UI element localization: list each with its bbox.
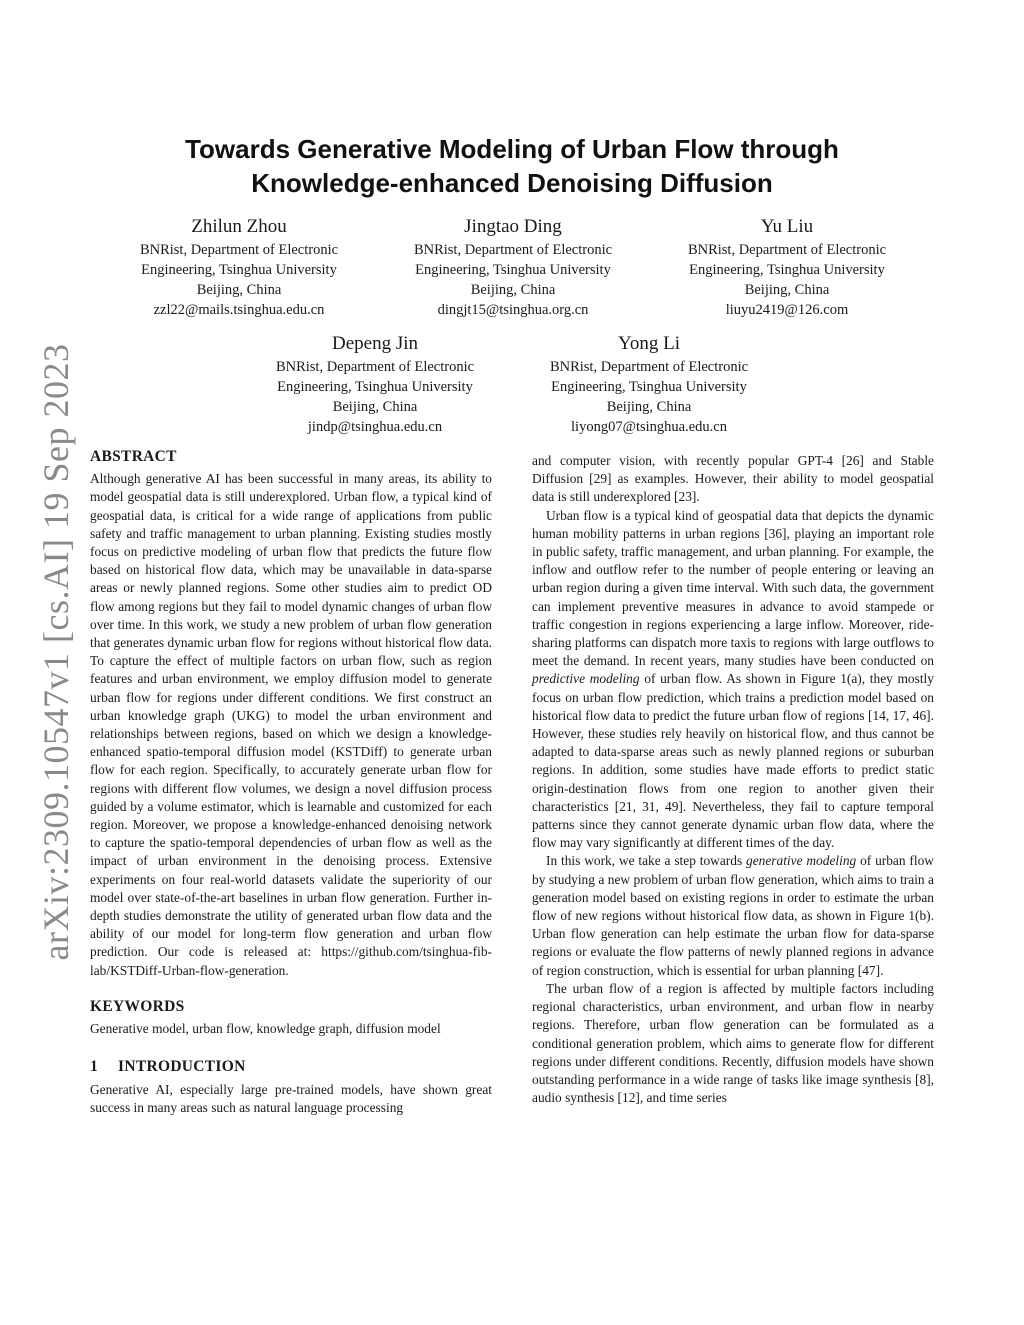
intro-paragraph: Generative AI, especially large pre-trained models, have shown great success in many areas such as natural language processing xyxy=(90,1081,492,1115)
paragraph-text: of urban flow by studying a new problem of urban flow generation, which aims to train a generation model based on existing regions in order to estimate the urban flow of new regions without historical flow data, as shown in Figure 1(b). Urban flow generation can help estimate the urban flow for data-sparse regions or evaluate the flow patterns of newly planned regions in advance of region construction, which is essential for urban planning [47]. xyxy=(532,853,934,978)
author-affiliation: Engineering, Tsinghua University xyxy=(551,379,747,395)
author-block xyxy=(114,214,364,320)
title-line-2: Knowledge-enhanced Denoising Diffusion xyxy=(251,168,773,198)
section-title: INTRODUCTION xyxy=(118,1058,246,1076)
author-location: Beijing, China xyxy=(196,282,282,298)
author-affiliation: BNRist, Department of Electronic xyxy=(413,242,613,258)
author-name: Depeng Jin xyxy=(331,333,418,354)
paragraph-text: Urban flow is a typical kind of geospatial data that depicts the dynamic human mobility patterns in urban regions [36], playing an important role in public safety, traffic management, and urban planning. For example, the inflow and outflow refer to the number of people entering or leaving an urban region during a given time interval. With such data, the government can implement preventive measures in advance to avoid stampede or traffic congestion in regions experiencing a large inflow. Moreover, ride-sharing platforms can dispatch more taxis to regions with large outflows to meet the demand. In recent years, many studies have been conducted on xyxy=(532,507,934,669)
paragraph-text: of urban flow. As shown in Figure 1(a), they mostly focus on urban flow prediction, which trains a prediction model based on historical flow data to predict the future urban flow of regions [14, 17, 46]. However, these studies rely heavily on historical flow, and thus cannot be adapted to data-sparse areas such as newly planned regions or suburban regions. In addition, some studies have made efforts to predict static origin-destination flows from one region to another given their characteristics [21, 31, 49]. Nevertheless, they fail to capture temporal patterns since they cannot generate dynamic urban flow data, where the flow may vary significantly at different times of the day. xyxy=(532,671,934,851)
title-line-1: Towards Generative Modeling of Urban Flow through xyxy=(185,134,839,164)
author-block xyxy=(524,331,774,437)
left-column xyxy=(90,448,492,1117)
author-affiliation: Engineering, Tsinghua University xyxy=(415,262,611,278)
keywords-heading: KEYWORDS xyxy=(90,997,185,1015)
author-affiliation: BNRist, Department of Electronic xyxy=(549,359,749,375)
author-email: liuyu2419@126.com xyxy=(725,302,849,318)
author-email: jindp@tsinghua.edu.cn xyxy=(307,419,443,435)
author-affiliation: BNRist, Department of Electronic xyxy=(687,242,887,258)
author-email: liyong07@tsinghua.edu.cn xyxy=(571,419,727,435)
paper-title xyxy=(110,132,914,200)
author-name: Jingtao Ding xyxy=(464,216,562,237)
introduction-heading xyxy=(90,1058,492,1076)
author-email: zzl22@mails.tsinghua.edu.cn xyxy=(153,302,325,318)
paragraph-text: In this work, we take a step towards xyxy=(546,853,743,869)
author-location: Beijing, China xyxy=(470,282,556,298)
emphasis-text: generative modeling xyxy=(746,853,857,869)
intro-paragraph xyxy=(532,852,934,979)
intro-paragraph: and computer vision, with recently popular GPT-4 [26] and Stable Diffusion [29] as examples. However, their ability to model geospatial data is still underexplored [23]. xyxy=(532,453,934,505)
author-affiliation: Engineering, Tsinghua University xyxy=(689,262,885,278)
author-block xyxy=(662,214,912,320)
intro-paragraph: The urban flow of a region is affected by multiple factors including regional characteristics, urban environment, and urban flow in nearby regions. Therefore, urban flow generation can be formulated as a conditional generation problem, which aims to generate flow for different regions under different conditions. Recently, diffusion models have shown outstanding performance in a wide range of tasks like image synthesis [8], audio synthesis [12], and time series xyxy=(532,980,934,1106)
author-location: Beijing, China xyxy=(606,399,692,415)
author-affiliation: BNRist, Department of Electronic xyxy=(275,359,475,375)
author-name: Yong Li xyxy=(618,333,680,354)
author-name: Zhilun Zhou xyxy=(191,216,287,237)
author-location: Beijing, China xyxy=(744,282,830,298)
author-name: Yu Liu xyxy=(760,216,814,237)
section-number: 1 xyxy=(90,1058,99,1076)
author-block xyxy=(250,331,500,437)
author-block xyxy=(388,214,638,320)
keywords-text: Generative model, urban flow, knowledge graph, diffusion model xyxy=(90,1021,441,1037)
emphasis-text: predictive modeling xyxy=(532,671,640,687)
author-location: Beijing, China xyxy=(332,399,418,415)
author-affiliation: Engineering, Tsinghua University xyxy=(141,262,337,278)
author-affiliation: BNRist, Department of Electronic xyxy=(139,242,339,258)
intro-paragraph xyxy=(532,507,934,853)
right-column xyxy=(532,452,934,1107)
abstract-text: Although generative AI has been successful in many areas, its ability to model geospatial data is still underexplored. Urban flow, a typical kind of geospatial data, is critical for a wide range of applications from public safety and traffic management to urban planning. Existing studies mostly focus on predictive modeling of urban flow that predicts the future flow based on historical flow data, which may be unavailable in data-sparse areas or newly planned regions. Some other studies aim to predict OD flow among regions but they fail to model dynamic changes of urban flow over time. In this work, we study a new problem of urban flow generation that generates dynamic urban flow for regions without historical flow data. To capture the effect of multiple factors on urban flow, such as region features and urban environment, we employ diffusion model to generate urban flow for regions under different conditions. We first construct an urban knowledge graph (UKG) to model the urban environment and relationships between regions, based on which we design a knowledge-enhanced spatio-temporal diffusion model (KSTDiff) to generate urban flow for each region. Specifically, to accurately generate urban flow for regions with different flow volumes, we design a novel diffusion process guided by a volume estimator, which is learnable and customized for each region. Moreover, we propose a knowledge-enhanced denoising network to capture the spatio-temporal dependencies of urban flow as well as the impact of urban environment in the denoising process. Extensive experiments on four real-world datasets validate the superiority of our model over state-of-the-art baselines in urban flow generation. Further in-depth studies demonstrate the utility of generated urban flow data and the ability of our model for long-term flow generation and urban flow prediction. Our code is released at: https://github.com/tsinghua-fib-lab/KSTDiff-Urban-flow-generation. xyxy=(90,471,492,978)
arxiv-identifier: arXiv:2309.10547v1 [cs.AI] 19 Sep 2023 xyxy=(36,343,76,961)
author-affiliation: Engineering, Tsinghua University xyxy=(277,379,473,395)
author-email: dingjt15@tsinghua.org.cn xyxy=(437,302,589,318)
abstract-heading: ABSTRACT xyxy=(90,448,177,465)
